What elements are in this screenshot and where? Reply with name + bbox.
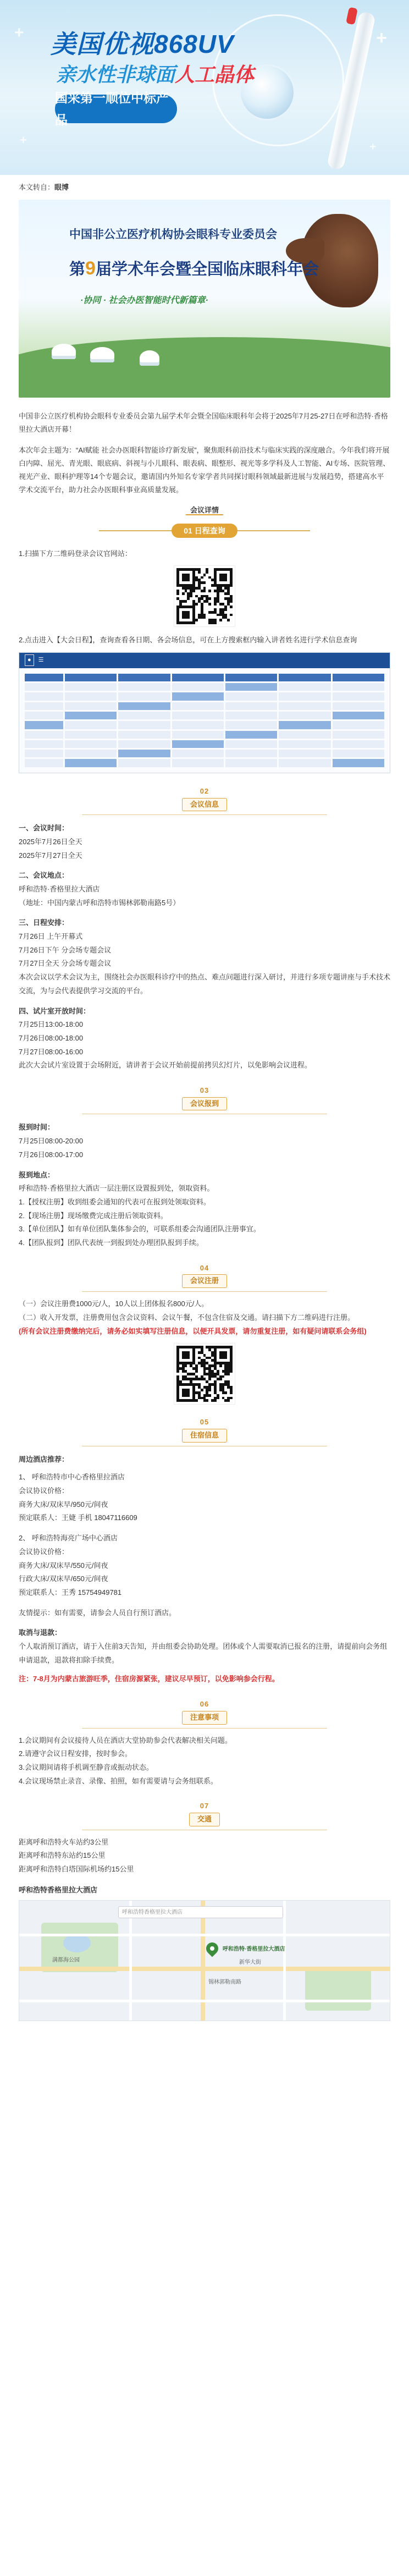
schedule-cell xyxy=(225,721,277,729)
section-num: 06 xyxy=(200,1700,209,1709)
schedule-cell xyxy=(333,692,384,700)
screenshot-menu: ☰ xyxy=(38,657,44,664)
location-map[interactable] xyxy=(19,1900,390,2021)
info-heading: 二、会议地点： xyxy=(19,871,69,880)
schedule-cell xyxy=(333,759,384,767)
banner-tagline-a: 亲水性非球面 xyxy=(56,63,175,86)
section-title: 会议报到 xyxy=(182,1097,227,1111)
info-line: 2025年7月27日全天 xyxy=(19,851,82,860)
schedule-cell xyxy=(279,759,330,767)
info-heading: 报到时间： xyxy=(19,1123,55,1132)
section-num: 05 xyxy=(200,1418,209,1427)
info-line: 商务大床/双床早/950元/间夜 xyxy=(19,1500,108,1509)
info-line: 7月26日08:00-17:00 xyxy=(19,1150,84,1159)
qr-code[interactable] xyxy=(174,1344,235,1404)
map-label: 新华大街 xyxy=(239,1959,261,1966)
section-num: 01 xyxy=(184,526,192,535)
info-line: 预定联系人：王婕 手机 18047116609 xyxy=(19,1513,137,1522)
info-line: 此次大会试片室设置于会场附近，请讲者于会议开始前提前拷贝幻灯片，以免影响会议进程。 xyxy=(19,1061,312,1070)
schedule-cell xyxy=(65,683,117,691)
divider xyxy=(82,1291,327,1292)
schedule-cell xyxy=(172,731,224,739)
section-06-header xyxy=(0,1698,409,1729)
info-line: 7月26日下午 分会场专题会议 xyxy=(19,945,112,954)
schedule-cell xyxy=(225,740,277,748)
step-1: 1.扫描下方二维码登录会议官网站： xyxy=(19,549,132,558)
info-line: （一）会议注册费1000元/人，10人以上团体报名800元/人。 xyxy=(19,1300,209,1308)
meeting-info xyxy=(0,822,409,1072)
info-warning: 注：7-8月为内蒙古旅游旺季，住宿房源紧张，建议尽早预订，以免影响参会行程。 xyxy=(19,1675,279,1683)
schedule-cell xyxy=(65,740,117,748)
divider xyxy=(82,1728,327,1729)
schedule-cell xyxy=(172,759,224,767)
info-line: 会议协议价格： xyxy=(19,1547,69,1556)
notes-info xyxy=(0,1734,409,1788)
map-road xyxy=(19,1934,390,1936)
traffic-info xyxy=(0,1836,409,1876)
schedule-cell xyxy=(225,683,277,691)
info-line: 4.【团队报到】团队代表统一到报到处办理团队报到手续。 xyxy=(19,1238,203,1247)
yurt xyxy=(52,344,76,359)
plus-icon: + xyxy=(14,24,24,42)
meeting-detail-heading xyxy=(0,504,409,517)
schedule-cell xyxy=(172,692,224,700)
info-line: 2.【现场注册】现场缴费完成注册后领取资料。 xyxy=(19,1211,168,1220)
info-heading: 取消与退款： xyxy=(19,1628,62,1637)
screenshot-toolbar xyxy=(19,653,390,668)
schedule-cell xyxy=(225,759,277,767)
poster-title-num: 9 xyxy=(85,257,96,279)
info-line: 1.会议期间有会议接待人员在酒店大堂协助参会代表解决相关问题。 xyxy=(19,1736,232,1744)
schedule-cell xyxy=(172,721,224,729)
info-line: 商务大床/双床早/550元/间夜 xyxy=(19,1561,108,1570)
info-line: 距离呼和浩特白塔国际机场约15公里 xyxy=(19,1865,134,1874)
schedule-cell xyxy=(333,731,384,739)
section-04-header xyxy=(0,1262,409,1292)
map-road xyxy=(129,1901,132,2021)
section-title: 会议信息 xyxy=(182,798,227,812)
map-park xyxy=(305,1967,371,2011)
poster-org: 中国非公立医疗机构协会眼科专业委员会 xyxy=(69,228,277,241)
schedule-cell xyxy=(172,712,224,719)
schedule-cell xyxy=(279,731,330,739)
schedule-cell xyxy=(25,759,63,767)
map-road xyxy=(19,2000,390,2002)
map-label: 锡林郭勒南路 xyxy=(208,1979,241,1985)
schedule-cell xyxy=(172,750,224,757)
yurt xyxy=(90,347,114,362)
schedule-cell xyxy=(118,683,170,691)
info-line: 1.【授权注册】收到组委会通知的代表可在报到处领取资料。 xyxy=(19,1197,211,1206)
schedule-cell xyxy=(225,750,277,757)
section-title: 日程查询 xyxy=(194,526,225,535)
yurt xyxy=(140,350,159,366)
poster-title-b: 届学术年会暨全国临床眼科年会 xyxy=(95,260,319,278)
info-line: （地址：中国内蒙古呼和浩特市锡林郭勒南路5号） xyxy=(19,898,180,907)
info-line: 本次会议以学术会议为主，围绕社会办医眼科诊疗中的热点、难点问题进行深入研讨，并进行多项专题讲座与手术技术交流，为与会代表提供学习交流的平台。 xyxy=(19,973,391,995)
schedule-cell xyxy=(172,702,224,710)
schedule-cell xyxy=(118,759,170,767)
section-title: 交通 xyxy=(189,1813,220,1826)
section-03-header xyxy=(0,1085,409,1115)
schedule-cell xyxy=(65,712,117,719)
source-label: 本文转自： xyxy=(19,183,55,191)
map-title: 呼和浩特香格里拉大酒店 xyxy=(19,1885,98,1894)
info-line: 呼和浩特·香格里拉大酒店一层注册区设置报到处，领取资料。 xyxy=(19,1184,214,1193)
info-heading: 三、日程安排： xyxy=(19,918,69,927)
source-name: 眼博 xyxy=(54,183,69,191)
info-heading: 周边酒店推荐： xyxy=(19,1455,69,1463)
qr-wrap xyxy=(0,1344,409,1404)
section-num: 04 xyxy=(200,1263,209,1272)
info-warning: (所有会议注册费缴纳完后，请务必如实填写注册信息，以便开具发票，请勿重复注册，如有疑问请联系会务组) xyxy=(19,1326,367,1335)
section-title: 住宿信息 xyxy=(182,1429,227,1443)
map-label: 满都海公园 xyxy=(52,1957,80,1963)
info-heading: 报到地点： xyxy=(19,1170,55,1179)
info-line: 7月27日08:00-16:00 xyxy=(19,1047,84,1056)
schedule-cell xyxy=(65,759,117,767)
schedule-cell xyxy=(279,750,330,757)
qr-module xyxy=(230,1399,233,1402)
step-2: 2.点击进入【大会日程】，查询查看各日期、各会场信息，可在上方搜索框内输入讲者姓名进行学术信息查询 xyxy=(19,636,357,645)
intro xyxy=(0,410,409,497)
schedule-cell xyxy=(279,740,330,748)
schedule-cell xyxy=(65,721,117,729)
schedule-cell xyxy=(279,683,330,691)
injector-tip xyxy=(346,7,358,25)
schedule-cell xyxy=(118,740,170,748)
promo-banner[interactable] xyxy=(0,0,409,175)
map-water xyxy=(63,1934,91,1952)
map-pin-icon[interactable] xyxy=(203,1940,220,1957)
meeting-detail-label: 会议详情 xyxy=(186,506,223,515)
schedule-cell xyxy=(333,721,384,729)
banner-brand: 美国优视868UV xyxy=(51,30,234,58)
schedule-cell xyxy=(225,674,277,681)
registration-info xyxy=(0,1297,409,1338)
schedule-cell xyxy=(25,702,63,710)
schedule-cell xyxy=(279,674,330,681)
poster-title-a: 第 xyxy=(69,260,86,278)
schedule-cell xyxy=(279,702,330,710)
info-line: 2.请遵守会议日程安排，按时参会。 xyxy=(19,1749,132,1758)
plus-icon: + xyxy=(369,141,376,153)
plus-icon: + xyxy=(20,133,27,147)
info-line: 距离呼和浩特火车站约3公里 xyxy=(19,1837,109,1846)
info-line: 7月25日08:00-20:00 xyxy=(19,1137,84,1146)
schedule-cell xyxy=(333,750,384,757)
schedule-cell xyxy=(118,674,170,681)
schedule-cell xyxy=(225,712,277,719)
intro-paragraph: 本次年会主题为：“AI赋能 社会办医眼科智能诊疗新发展”，聚焦眼科前沿技术与临床实践的深度融合。今年我们将开展白内障、屈光、青光眼、眼底病、斜视与小儿眼科、眼表病、眼整形、视光等多学科及人工智能、AI专场、医院管理、视光产业、眼科护理等14个专题会议，邀请国内外知名专家学者共同探讨眼科领域最新进展与发展趋势，搭建高水平学术交流平台，助力社会办医眼科事业高质量发展。 xyxy=(19,445,390,494)
info-line: 友情提示：如有需要，请参会人员自行预订酒店。 xyxy=(19,1608,176,1617)
section-05-header xyxy=(0,1416,409,1446)
schedule-cell xyxy=(333,712,384,719)
poster-slogan: ·协同 · 社会办医智能时代新篇章· xyxy=(80,295,208,305)
info-line: 距离呼和浩特东站约15公里 xyxy=(19,1851,106,1860)
info-line: 呼和浩特·香格里拉大酒店 xyxy=(19,885,100,894)
schedule-cell xyxy=(25,692,63,700)
info-line: （二）收入开发票，注册费用包含会议资料、会议午餐，不包含住宿及交通。请扫描下方二维码进行注册。 xyxy=(19,1313,355,1322)
schedule-cell xyxy=(25,712,63,719)
schedule-cell xyxy=(333,702,384,710)
schedule-cell xyxy=(25,721,63,729)
info-line: 7月26日 上午开幕式 xyxy=(19,932,83,941)
banner-pill: 国采第一顺位中标产品 xyxy=(55,95,177,123)
schedule-cell xyxy=(25,674,63,681)
divider xyxy=(82,814,327,815)
info-line: 2025年7月26日全天 xyxy=(19,837,82,846)
grassland-hill xyxy=(19,337,390,398)
section-num: 07 xyxy=(200,1802,209,1810)
section-title: 注意事项 xyxy=(182,1711,227,1725)
schedule-cell xyxy=(118,692,170,700)
schedule-cell xyxy=(333,683,384,691)
schedule-screenshot xyxy=(19,652,390,773)
banner-tagline-b: 人工晶体 xyxy=(175,63,255,86)
qr-code[interactable] xyxy=(174,566,235,626)
schedule-cell xyxy=(333,740,384,748)
info-heading: 一、会议时间： xyxy=(19,824,69,833)
schedule-cell xyxy=(65,731,117,739)
schedule-cell xyxy=(118,712,170,719)
schedule-cell xyxy=(65,674,117,681)
schedule-cell xyxy=(225,731,277,739)
schedule-grid xyxy=(25,674,384,767)
schedule-cell xyxy=(65,750,117,757)
schedule-cell xyxy=(172,683,224,691)
schedule-cell xyxy=(225,692,277,700)
section-num: 03 xyxy=(200,1086,209,1094)
checkin-info xyxy=(0,1121,409,1250)
hotel-name: 1、 呼和浩特市中心香格里拉酒店 xyxy=(19,1473,125,1482)
plus-icon: + xyxy=(376,27,387,48)
info-line: 预定联系人：王秀 15754949781 xyxy=(19,1588,122,1597)
info-line: 3.会议期间请将手机调至静音或振动状态。 xyxy=(19,1763,153,1771)
info-line: 行政大床/双床早/650元/间夜 xyxy=(19,1575,108,1583)
section-pill xyxy=(172,524,237,538)
info-line: 7月26日08:00-18:00 xyxy=(19,1033,84,1042)
hotel-name: 2、 呼和浩特海亮广场中心酒店 xyxy=(19,1534,118,1543)
qr-wrap xyxy=(0,566,409,626)
schedule-cell xyxy=(118,750,170,757)
map-road xyxy=(283,1901,286,2021)
schedule-cell xyxy=(172,674,224,681)
info-heading: 四、试片室开放时间： xyxy=(19,1006,91,1015)
schedule-cell xyxy=(172,740,224,748)
schedule-cell xyxy=(65,692,117,700)
source-line xyxy=(0,175,409,200)
schedule-cell xyxy=(25,740,63,748)
screenshot-tab: ● xyxy=(25,654,34,666)
poster-title xyxy=(69,257,319,280)
info-line: 个人取消预订酒店，请于入住前3天告知，并由组委会协助处理。团体或个人需要取消已报名的注册，请提前向会务组申请退款，退款将扣除手续费。 xyxy=(19,1642,388,1664)
schedule-cell xyxy=(118,721,170,729)
section-02-header xyxy=(0,785,409,816)
map-search[interactable]: 呼和浩特香格里拉大酒店 xyxy=(118,1906,283,1918)
section-num: 02 xyxy=(200,786,209,795)
intro-paragraph: 中国非公立医疗机构协会眼科专业委员会第九届学术年会暨全国临床眼科年会将于2025年7月25-27日在呼和浩特·香格里拉大酒店开幕！ xyxy=(19,411,388,433)
info-line: 3.【单位团队】如有单位团队集体参会的，可联系组委会沟通团队注册事宜。 xyxy=(19,1225,261,1234)
section-07-header xyxy=(0,1800,409,1830)
congress-poster xyxy=(19,200,390,398)
schedule-cell xyxy=(65,702,117,710)
info-line: 7月27日全天 分会场专题会议 xyxy=(19,959,112,968)
schedule-cell xyxy=(118,731,170,739)
qr-module xyxy=(230,621,233,624)
schedule-cell xyxy=(25,683,63,691)
schedule-cell xyxy=(25,731,63,739)
schedule-cell xyxy=(279,712,330,719)
schedule-cell xyxy=(225,702,277,710)
schedule-cell xyxy=(118,702,170,710)
info-line: 会议协议价格： xyxy=(19,1487,69,1495)
section-title: 会议注册 xyxy=(182,1274,227,1288)
hotel-info xyxy=(0,1453,409,1686)
schedule-cell xyxy=(25,750,63,757)
schedule-cell xyxy=(279,692,330,700)
info-line: 4.会议现场禁止录音、录像、拍照，如有需要请与会务组联系。 xyxy=(19,1776,218,1785)
map-road xyxy=(201,1901,205,2021)
schedule-cell xyxy=(279,721,330,729)
schedule-cell xyxy=(333,674,384,681)
map-label: 呼和浩特·香格里拉大酒店 xyxy=(223,1946,285,1952)
section-01-header xyxy=(0,524,409,538)
info-line: 7月25日13:00-18:00 xyxy=(19,1020,84,1029)
